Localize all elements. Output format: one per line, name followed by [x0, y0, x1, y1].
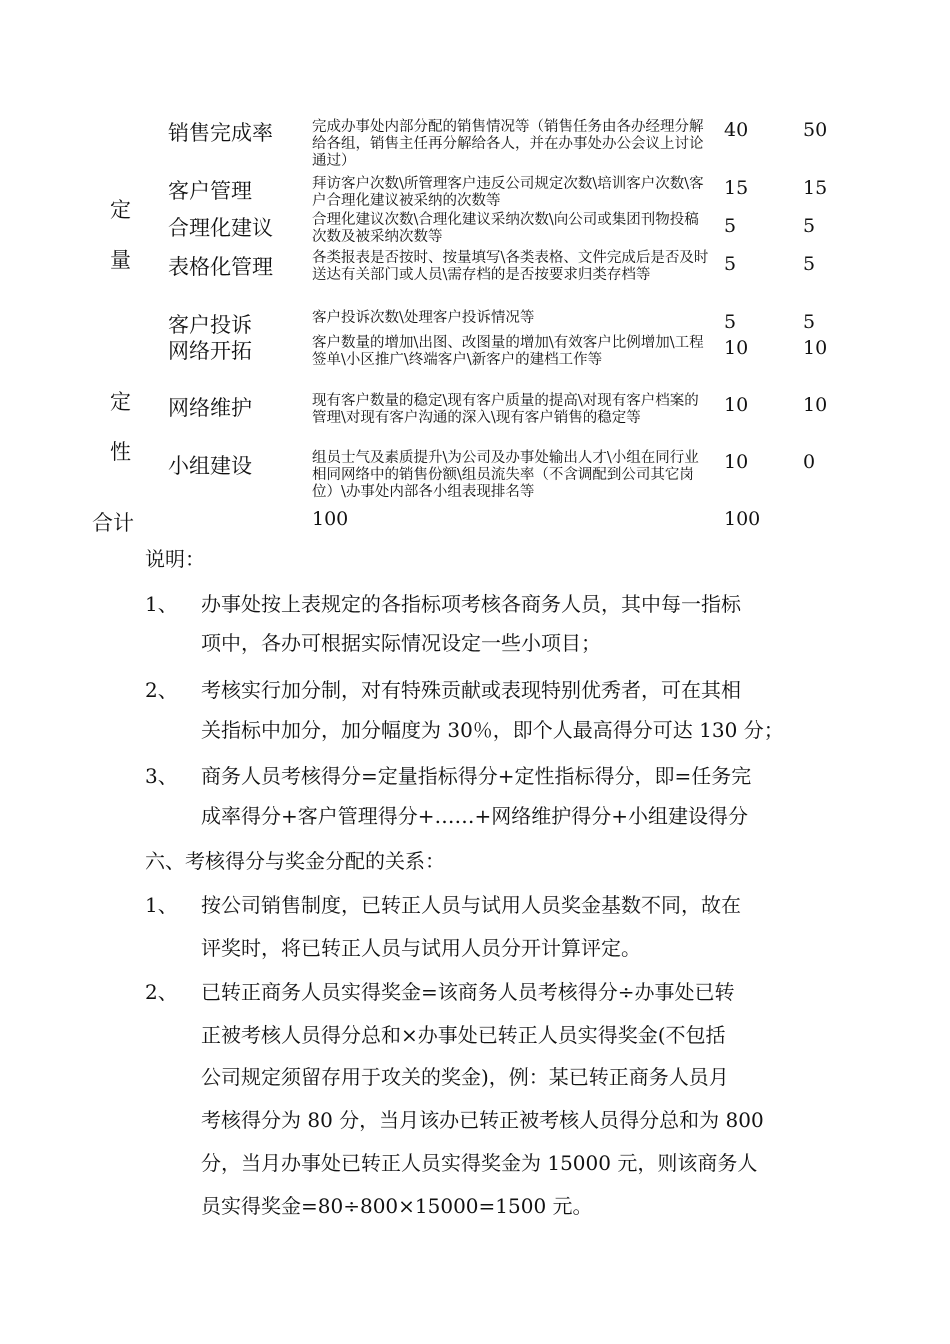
row-score-b: 5 — [803, 253, 816, 275]
section-title: 六、考核得分与奖金分配的关系： — [145, 849, 445, 873]
total-label: 合计 — [92, 511, 134, 535]
note-line: 成率得分+客户管理得分+……+网络维护得分+小组建设得分 — [201, 804, 749, 828]
row-score-a: 10 — [724, 394, 749, 416]
row-score-a: 40 — [724, 119, 749, 141]
row-score-b: 5 — [803, 311, 816, 333]
item-line: 分，当月办事处已转正人员实得奖金为 15000 元，则该商务人 — [201, 1151, 758, 1175]
note-line: 商务人员考核得分=定量指标得分+定性指标得分，即=任务完 — [201, 764, 752, 788]
item-line: 考核得分为 80 分，当月该办已转正被考核人员得分总和为 800 — [201, 1108, 764, 1132]
note-number: 1、 — [145, 592, 178, 616]
row-score-b: 0 — [803, 451, 816, 473]
row-score-a: 10 — [724, 337, 749, 359]
item-line: 员实得奖金=80÷800×15000=1500 元。 — [201, 1194, 593, 1218]
row-name: 小组建设 — [168, 454, 252, 478]
category-quant-char-1: 定 — [110, 198, 131, 222]
row-description: 各类报表是否按时、按量填写\各类表格、文件完成后是否及时送达有关部门或人员\需存档的是否按要求归类存档等 — [312, 250, 709, 283]
row-name: 销售完成率 — [168, 121, 273, 145]
total-score-a: 100 — [312, 508, 349, 530]
row-description: 客户数量的增加\出图、改图量的增加\有效客户比例增加\工程签单\小区推广\终端客户\新客户的建档工作等 — [312, 335, 704, 368]
item-line: 评奖时，将已转正人员与试用人员分开计算评定。 — [201, 936, 641, 960]
row-name: 客户投诉 — [168, 313, 252, 337]
notes-title: 说明： — [145, 547, 205, 571]
row-score-b: 5 — [803, 215, 816, 237]
row-description: 组员士气及素质提升\为公司及办事处输出人才\小组在同行业相同网络中的销售份额\组员流失率（不含调配到公司其它岗位）\办事处内部各小组表现排名等 — [312, 450, 699, 500]
note-number: 3、 — [145, 764, 178, 788]
row-name: 网络开拓 — [168, 339, 252, 363]
row-name: 网络维护 — [168, 396, 252, 420]
item-line: 已转正商务人员实得奖金=该商务人员考核得分÷办事处已转 — [201, 980, 735, 1004]
row-score-b: 10 — [803, 394, 828, 416]
note-line: 办事处按上表规定的各指标项考核各商务人员，其中每一指标 — [201, 592, 741, 616]
row-score-a: 15 — [724, 177, 749, 199]
row-description: 拜访客户次数\所管理客户违反公司规定次数\培训客户次数\客户合理化建议被采纳的次数等 — [312, 176, 704, 209]
row-score-b: 10 — [803, 337, 828, 359]
row-score-a: 5 — [724, 253, 737, 275]
row-description: 完成办事处内部分配的销售情况等（销售任务由各办经理分解给各组，销售主任再分解给各人，并在办事处办公会议上讨论通过） — [312, 119, 704, 169]
category-quant-char-2: 量 — [110, 248, 131, 272]
row-name: 合理化建议 — [168, 216, 273, 240]
note-number: 2、 — [145, 678, 178, 702]
note-line: 项中，各办可根据实际情况设定一些小项目； — [201, 631, 601, 655]
row-score-a: 5 — [724, 311, 737, 333]
note-line: 关指标中加分，加分幅度为 30％，即个人最高得分可达 130 分； — [201, 718, 784, 742]
item-line: 公司规定须留存用于攻关的奖金)，例：某已转正商务人员月 — [201, 1065, 729, 1089]
item-line: 正被考核人员得分总和×办事处已转正人员实得奖金(不包括 — [201, 1023, 726, 1047]
note-line: 考核实行加分制，对有特殊贡献或表现特别优秀者，可在其相 — [201, 678, 741, 702]
total-score-b: 100 — [724, 508, 761, 530]
row-description: 现有客户数量的稳定\现有客户质量的提高\对现有客户档案的管理\对现有客户沟通的深入\现有客户销售的稳定等 — [312, 393, 699, 426]
row-description: 合理化建议次数\合理化建议采纳次数\向公司或集团刊物投稿次数及被采纳次数等 — [312, 212, 699, 245]
row-score-b: 50 — [803, 119, 828, 141]
item-line: 按公司销售制度，已转正人员与试用人员奖金基数不同，故在 — [201, 893, 741, 917]
row-score-b: 15 — [803, 177, 828, 199]
row-name: 表格化管理 — [168, 255, 273, 279]
row-name: 客户管理 — [168, 179, 252, 203]
category-qual-char-1: 定 — [110, 390, 131, 414]
category-qual-char-2: 性 — [110, 440, 131, 464]
row-description: 客户投诉次数\处理客户投诉情况等 — [312, 310, 535, 326]
item-number: 1、 — [145, 893, 178, 917]
item-number: 2、 — [145, 980, 178, 1004]
row-score-a: 10 — [724, 451, 749, 473]
row-score-a: 5 — [724, 215, 737, 237]
